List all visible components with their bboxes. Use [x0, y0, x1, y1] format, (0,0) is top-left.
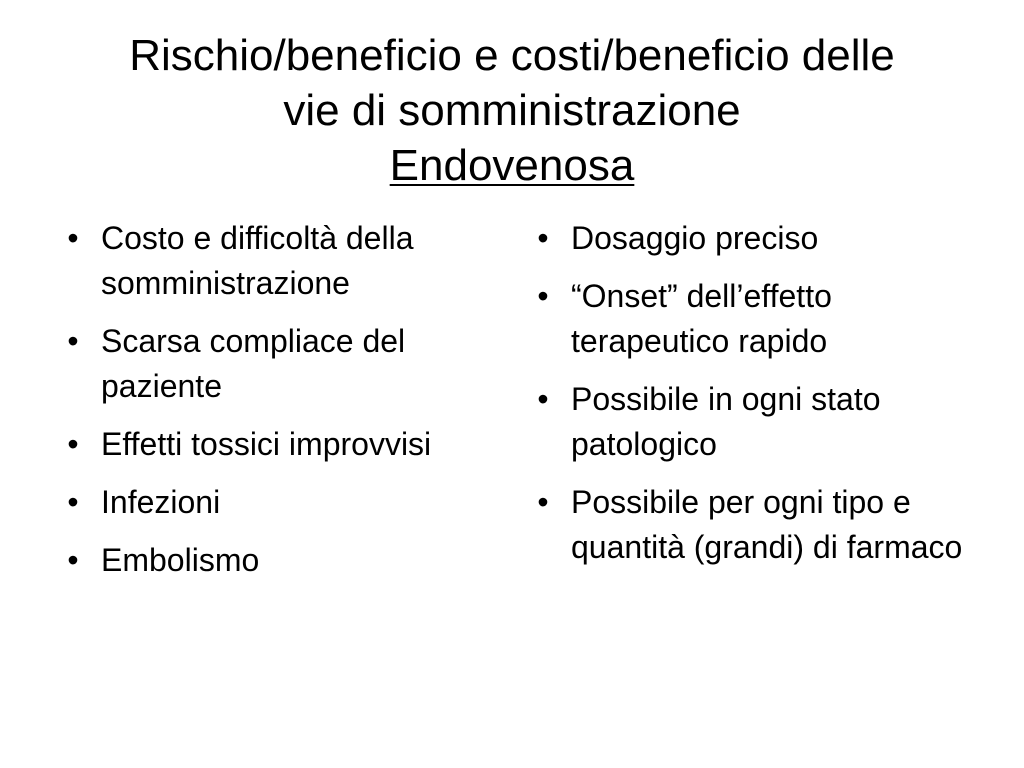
list-item: [528, 480, 978, 570]
title-line-2: vie di somministrazione: [283, 86, 741, 135]
list-item-text: “Onset” dell’effetto terapeutico rapido: [571, 278, 832, 359]
bullet-icon: •: [67, 323, 79, 359]
bullet-icon: •: [537, 278, 549, 314]
bullet-icon: •: [537, 381, 549, 417]
list-item: [528, 377, 978, 467]
right-bullet-list: [528, 216, 978, 583]
list-item: [58, 480, 508, 525]
list-item: [58, 538, 508, 583]
list-item: [58, 422, 508, 467]
bullet-icon: •: [67, 484, 79, 520]
left-bullet-list: [58, 216, 508, 596]
list-item: [58, 319, 508, 409]
bullet-icon: •: [537, 220, 549, 256]
list-item-text: Effetti tossici improvvisi: [101, 426, 432, 462]
title-subtitle: Endovenosa: [389, 141, 635, 190]
list-item-text: Possibile in ogni stato patologico: [571, 381, 881, 462]
list-item-text: Possibile per ogni tipo e quantità (grandi) di farmaco: [571, 484, 963, 565]
bullet-icon: •: [537, 484, 549, 520]
list-item-text: Costo e difficoltà della somministrazione: [101, 220, 414, 301]
title-line-1: Rischio/beneficio e costi/beneficio delle: [129, 31, 895, 80]
list-item-text: Scarsa compliace del paziente: [101, 323, 406, 404]
list-item-text: Infezioni: [101, 484, 221, 520]
list-item-text: Embolismo: [101, 542, 260, 578]
slide-title: [40, 28, 984, 193]
list-item: [528, 274, 978, 364]
list-item: [58, 216, 508, 306]
bullet-icon: •: [67, 220, 79, 256]
bullet-icon: •: [67, 426, 79, 462]
bullet-icon: •: [67, 542, 79, 578]
list-item: [528, 216, 978, 261]
list-item-text: Dosaggio preciso: [571, 220, 819, 256]
